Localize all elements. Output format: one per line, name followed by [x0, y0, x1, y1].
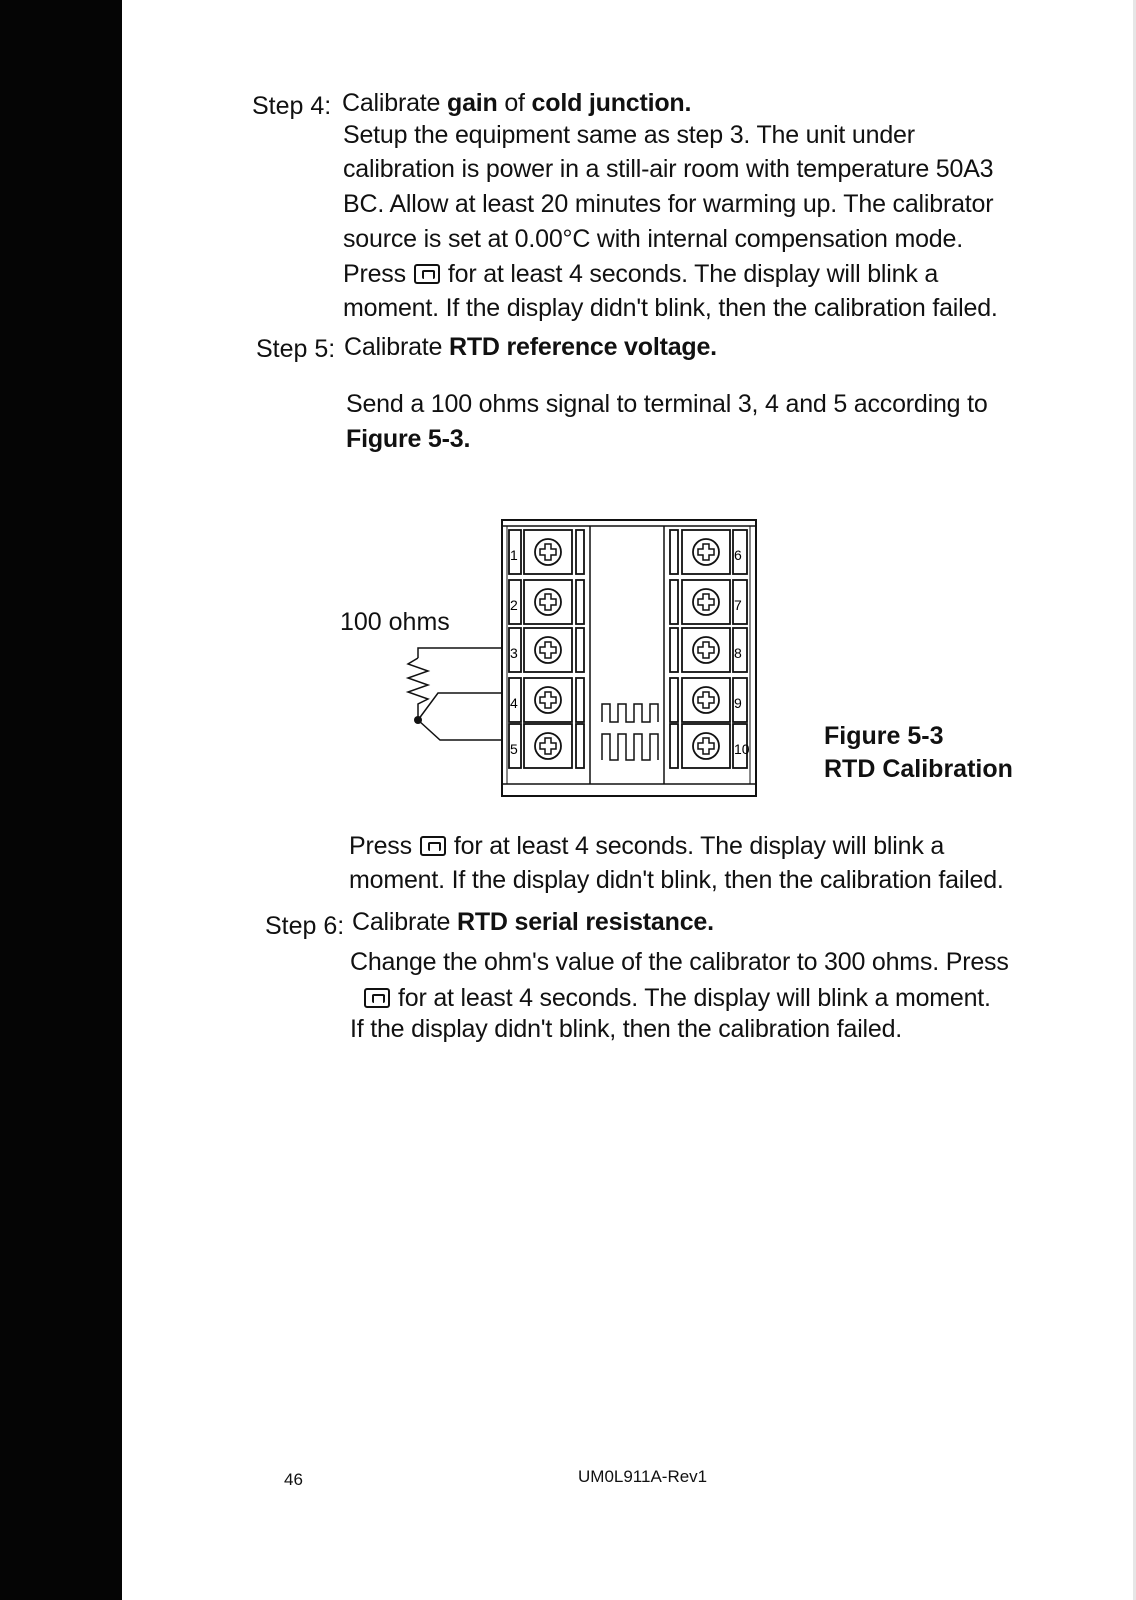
- terminal-screw-icon-cross: [698, 642, 714, 658]
- terminal-screw-icon: [693, 589, 719, 615]
- terminal-screw-box-right: [682, 678, 730, 722]
- terminal-screw-icon: [535, 687, 561, 713]
- terminal-clip-left: [576, 580, 584, 624]
- terminal-screw-box-left: [524, 678, 572, 722]
- terminal-screw-box-right: [682, 530, 730, 574]
- terminal-number-left: 2: [510, 597, 518, 613]
- step6-line-3: If the display didn't blink, then the calibration failed.: [350, 1015, 903, 1043]
- terminal-screw-icon: [693, 637, 719, 663]
- terminal-screw-icon: [535, 637, 561, 663]
- step5-label: Step 5:: [256, 335, 336, 363]
- terminal-screw-icon-cross: [698, 738, 714, 754]
- after-figure-last-line: moment. If the display didn't blink, then the calibration failed.: [349, 866, 1004, 894]
- step6-press-line: for at least 4 seconds. The display will blink a moment.: [356, 982, 991, 1014]
- resistor-label: 100 ohms: [340, 608, 450, 636]
- terminal-screw-icon: [535, 733, 561, 759]
- after-figure-press-line: Press for at least 4 seconds. The display will blink a: [349, 832, 945, 860]
- step4-title: Calibrate gain of cold junction.: [342, 89, 692, 117]
- terminal-clip-right: [670, 724, 678, 768]
- step4-last-line: moment. If the display didn't blink, then the calibration failed.: [343, 294, 998, 322]
- terminal-screw-box-left: [524, 580, 572, 624]
- terminal-number-right: 9: [734, 695, 742, 711]
- terminal-screw-icon: [535, 539, 561, 565]
- terminal-number-left: 3: [510, 645, 518, 661]
- step4-line-3: BC. Allow at least 20 minutes for warming up. The calibrator: [343, 190, 994, 218]
- terminal-screw-box-left: [524, 628, 572, 672]
- terminal-screw-icon: [535, 589, 561, 615]
- set-key-icon: [414, 264, 440, 284]
- terminal-screw-icon-cross: [540, 544, 556, 560]
- step5-line-1: Send a 100 ohms signal to terminal 3, 4 and 5 according to: [346, 390, 988, 418]
- figure-caption-title: Figure 5-3: [824, 722, 944, 750]
- terminal-block-diagram: [340, 508, 780, 798]
- step4-press-line: Press for at least 4 seconds. The display will blink a: [343, 260, 939, 288]
- terminal-screw-icon-cross: [698, 544, 714, 560]
- terminal-clip-left: [576, 628, 584, 672]
- terminal-screw-icon-cross: [698, 692, 714, 708]
- terminal-number-left: 4: [510, 695, 518, 711]
- terminal-screw-icon-cross: [540, 594, 556, 610]
- terminal-clip-left: [576, 724, 584, 768]
- terminal-screw-icon-cross: [540, 692, 556, 708]
- terminal-screw-box-left: [524, 724, 572, 768]
- terminal-number-right: 6: [734, 547, 742, 563]
- terminal-number-right: 8: [734, 645, 742, 661]
- document-code: UM0L911A-Rev1: [578, 1467, 708, 1486]
- step4-line-2: calibration is power in a still-air room with temperature 50A3: [343, 155, 994, 183]
- terminal-screw-icon-cross: [698, 594, 714, 610]
- step5-figure-ref: Figure 5-3.: [346, 425, 471, 453]
- terminal-screw-icon: [693, 539, 719, 565]
- terminal-screw-box-right: [682, 724, 730, 768]
- terminal-screw-icon-cross: [540, 738, 556, 754]
- figure-caption: [824, 720, 1013, 786]
- terminal-clip-left: [576, 678, 584, 722]
- terminal-screw-box-right: [682, 628, 730, 672]
- rtd-calibration-figure: [340, 508, 780, 803]
- terminal-number-right: 10: [734, 741, 750, 757]
- set-key-icon: [364, 988, 390, 1008]
- scan-black-margin: [0, 0, 122, 1600]
- set-key-icon: [420, 836, 446, 856]
- step5-title: Calibrate RTD reference voltage.: [344, 333, 717, 361]
- step4-line-1: Setup the equipment same as step 3. The unit under: [343, 121, 915, 149]
- terminal-number-right: 7: [734, 597, 742, 613]
- step6-label: Step 6:: [265, 912, 345, 940]
- terminal-clip-right: [670, 628, 678, 672]
- step4-line-4: source is set at 0.00°C with internal compensation mode.: [343, 225, 963, 253]
- terminal-clip-left: [576, 530, 584, 574]
- terminal-number-left: 5: [510, 741, 518, 757]
- step4-label: Step 4:: [252, 92, 332, 120]
- terminal-screw-icon: [693, 733, 719, 759]
- terminal-screw-icon: [693, 687, 719, 713]
- figure-caption-subtitle: RTD Calibration: [824, 755, 1013, 783]
- terminal-clip-right: [670, 678, 678, 722]
- terminal-clip-right: [670, 580, 678, 624]
- step6-title: Calibrate RTD serial resistance.: [352, 908, 714, 936]
- terminal-screw-box-left: [524, 530, 572, 574]
- terminal-clip-right: [670, 530, 678, 574]
- page-number: 46: [284, 1470, 303, 1489]
- terminal-screw-box-right: [682, 580, 730, 624]
- terminal-number-left: 1: [510, 547, 518, 563]
- step6-line-1: Change the ohm's value of the calibrator to 300 ohms. Press: [350, 948, 1009, 976]
- terminal-screw-icon-cross: [540, 642, 556, 658]
